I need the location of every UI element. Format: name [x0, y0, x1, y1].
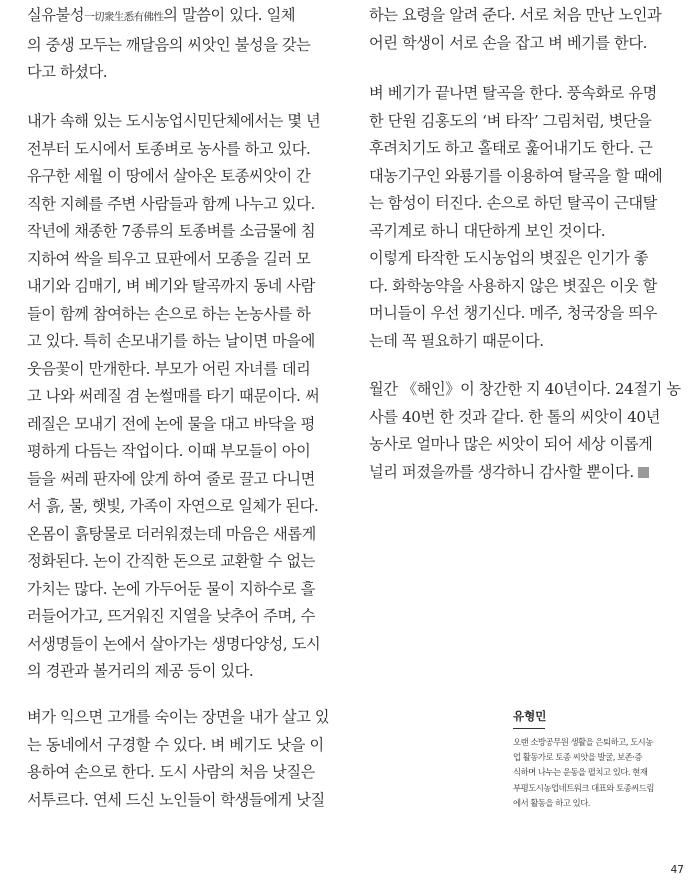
text-line: 벼가 익으면 고개를 숙이는 장면을 내가 살고 있 — [27, 708, 330, 726]
right-paragraph-1 — [369, 2, 661, 57]
right-paragraph-3 — [369, 376, 681, 486]
bio-line: 업 활동가로 토종 씨앗을 발굴, 보존·증 — [513, 752, 642, 763]
left-paragraph-1 — [27, 2, 310, 87]
text-line: 내가 속해 있는 도시농업시민단체에서는 몇 년 — [27, 112, 321, 130]
text-line: 후려치기도 하고 홀태로 훑어내기도 한다. 근 — [369, 139, 653, 157]
text-line: 머니들이 우선 챙기신다. 메주, 청국장을 띄우 — [369, 304, 657, 322]
text-line: 러들어가고, 뜨거워진 지열을 낮추어 주며, 수 — [27, 607, 315, 625]
text-line: 전부터 도시에서 토종벼로 농사를 하고 있다. — [27, 139, 311, 158]
end-of-article-mark — [638, 467, 649, 478]
text-line: 서투르다. 연세 드신 노인들이 학생들에게 낫질 — [27, 790, 325, 809]
text-line: 사를 40번 한 것과 같다. 한 톨의 씨앗이 40년 — [369, 407, 660, 426]
text-line: 벼 베기가 끝나면 탈곡을 한다. 풍속화로 유명 — [369, 84, 657, 102]
text-line: 가치는 많다. 논에 가두어둔 물이 지하수로 흘 — [27, 579, 315, 598]
author-name: 유형민 — [513, 709, 547, 723]
page-number: 47 — [670, 864, 684, 876]
text-line: 는데 꼭 필요하기 때문이다. — [369, 331, 544, 350]
text-line: 실유불성一切衆生悉有佛性의 말씀이 있다. 일체 — [27, 6, 296, 24]
text-line: 는 함성이 터진다. 손으로 하던 탈곡이 근대탈 — [369, 194, 657, 212]
text-line: 고 나와 써레질 겸 논썰매를 타기 때문이다. 써 — [27, 387, 320, 405]
text-line: 온몸이 흙탕물로 더러워졌는데 마음은 새롭게 — [27, 524, 316, 543]
text-line: 월간 《해인》이 창간한 지 40년이다. 24절기 농 — [369, 380, 681, 398]
text-line: 서 흙, 물, 햇빛, 가족이 자연으로 일체가 된다. — [27, 497, 319, 515]
text-line: 정화된다. 논이 간직한 돈으로 교환할 수 없는 — [27, 552, 315, 570]
text-line: 널리 퍼졌을까를 생각하니 감사할 뿐이다. — [369, 459, 681, 487]
bio-line: 오랜 소방공무원 생활을 은퇴하고, 도시농 — [513, 737, 653, 747]
text-line: 들을 써레 판자에 앉게 하여 줄로 끌고 다니면 — [27, 469, 315, 488]
text-line: 곡기계로 하니 대단하게 보인 것이다. — [369, 221, 606, 240]
text-line: 하는 요령을 알려 준다. 서로 처음 만난 노인과 — [369, 6, 662, 24]
text-line: 유구한 세월 이 땅에서 살아온 토종씨앗이 간 — [27, 167, 311, 185]
bio-line: 에서 활동을 하고 있다. — [513, 797, 590, 808]
text-line: 지하여 싹을 틔우고 묘판에서 모종을 길러 모 — [27, 249, 311, 268]
text-line: 평하게 다듬는 작업이다. 이때 부모들이 아이 — [27, 442, 311, 460]
text-line: 이렇게 타작한 도시농업의 볏짚은 인기가 좋 — [369, 249, 649, 267]
author-bio-box — [513, 708, 683, 811]
text-line: 다고 하셨다. — [27, 63, 108, 81]
text-line: 서생명들이 논에서 살아가는 생명다양성, 도시 — [27, 634, 321, 653]
text-line: 웃음꽃이 만개한다. 부모가 어린 자녀를 데리 — [27, 359, 311, 378]
text-line: 의 중생 모두는 깨달음의 씨앗인 불성을 갖는 — [27, 35, 311, 54]
text-line: 레질은 모내기 전에 논에 물을 대고 바닥을 평 — [27, 414, 315, 433]
text-line: 들이 함께 참여하는 손으로 하는 논농사를 하 — [27, 304, 311, 323]
bio-line: 식하며 나누는 운동을 펼치고 있다. 현재 — [513, 767, 648, 778]
text-line: 대농기구인 와룡기를 이용하여 탈곡을 할 때에 — [369, 166, 663, 185]
right-paragraph-2 — [369, 80, 662, 355]
author-divider — [513, 728, 545, 729]
left-paragraph-2 — [27, 108, 320, 686]
bio-line: 부평도시농업네트워크 대표와 토종씨드림 — [513, 782, 654, 793]
text-line: 작년에 채종한 7종류의 토종벼를 소금물에 침 — [27, 222, 316, 240]
inline-hanja: 一切衆生悉有佛性 — [84, 11, 164, 23]
text-line: 용하여 손으로 한다. 도시 사람의 처음 낫질은 — [27, 763, 315, 781]
text-line: 내기와 김매기, 벼 베기와 탈곡까지 동네 사람 — [27, 277, 315, 295]
text-line: 농사로 얼마나 많은 씨앗이 되어 세상 이롭게 — [369, 435, 653, 453]
left-paragraph-3 — [27, 704, 329, 814]
text-line: 다. 화학농약을 사용하지 않은 볏짚은 이웃 할 — [369, 276, 657, 295]
text-line: 의 경관과 볼거리의 제공 등이 있다. — [27, 662, 254, 680]
text-line: 는 동네에서 구경할 수 있다. 벼 베기도 낫을 이 — [27, 735, 324, 754]
author-bio-text — [513, 735, 683, 811]
text-line: 직한 지혜를 주변 사람들과 함께 나누고 있다. — [27, 194, 315, 213]
text-line: 한 단원 김홍도의 ‘벼 타작’ 그림처럼, 볏단을 — [369, 111, 652, 130]
text-line: 어린 학생이 서로 손을 잡고 벼 베기를 한다. — [369, 33, 648, 52]
text-line: 고 있다. 특히 손모내기를 하는 날이면 마을에 — [27, 332, 315, 350]
